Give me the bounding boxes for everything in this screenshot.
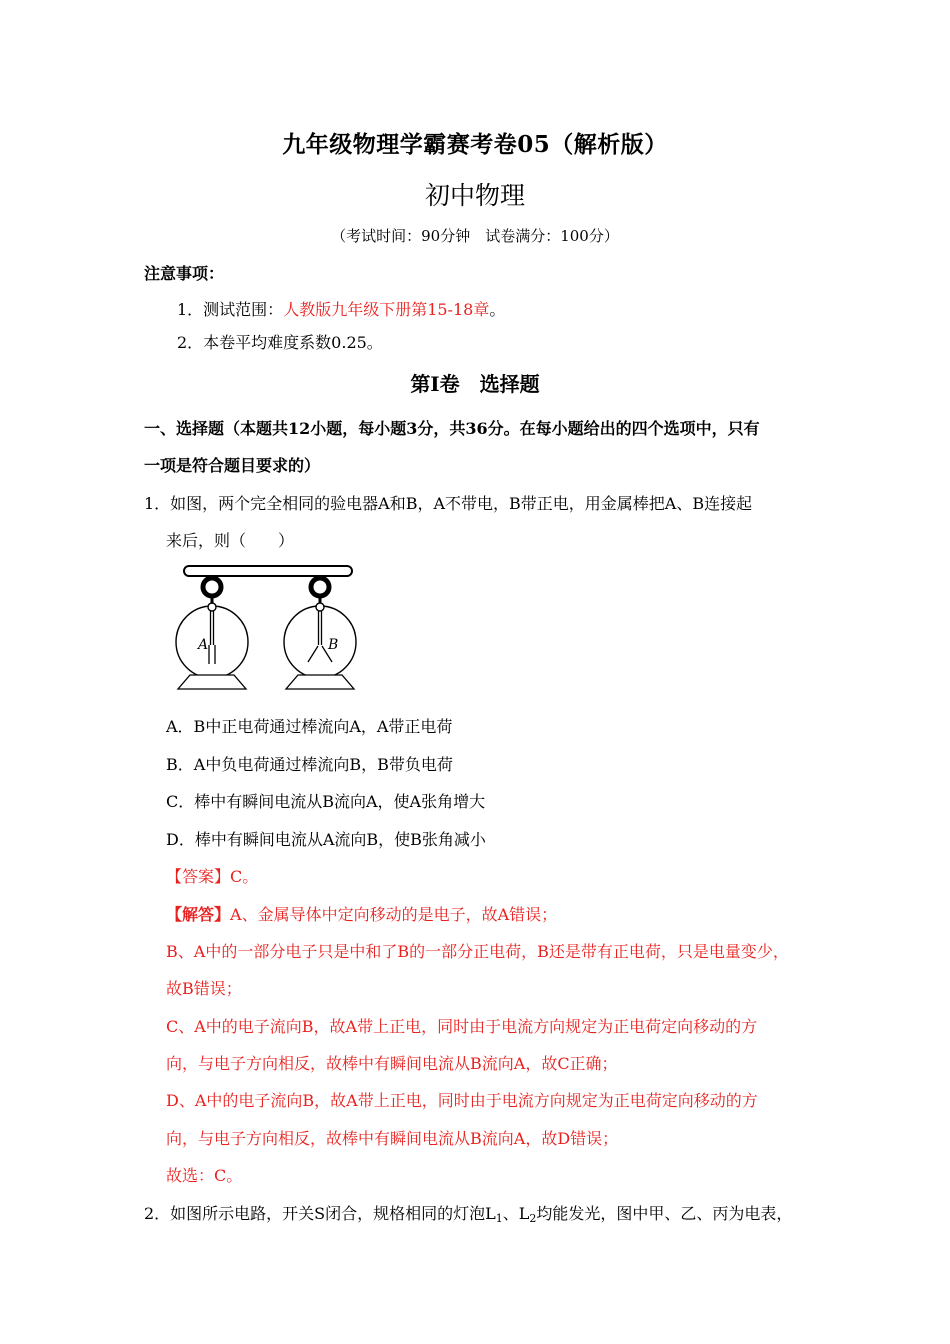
metal-rod (184, 566, 352, 576)
q2-stem-part: 均能发光，图中甲、乙、丙为电表， (536, 1204, 793, 1223)
notes-item-1-prefix: 1．测试范围： (177, 300, 284, 319)
electroscope-figure (172, 562, 362, 697)
q2-stem-part: 、L (502, 1204, 530, 1223)
label-a: A (198, 637, 209, 653)
section-instructions-line-2: 一项是符合题目要求的） (144, 456, 321, 475)
q1-option-c: C．棒中有瞬间电流从B流向A，使A张角增大 (166, 792, 486, 811)
q2-stem (144, 1201, 792, 1225)
q1-option-b: B．A中负电荷通过棒流向B，B带负电荷 (166, 755, 453, 774)
q1-analysis-first (166, 902, 557, 925)
notes-heading: 注意事项： (144, 264, 225, 283)
q1-stem-line-1: 1．如图，两个完全相同的验电器A和B，A不带电，B带正电，用金属棒把A、B连接起 (144, 494, 753, 513)
q2-stem-part: 2．如图所示电路，开关S闭合，规格相同的灯泡L (144, 1204, 496, 1223)
q1-answer: 【答案】C。 (166, 867, 259, 886)
test-scope: 人教版九年级下册第15-18章 (283, 300, 490, 319)
electroscope-a (176, 578, 248, 689)
q1-analysis-line: D、A中的电子流向B，故A带上正电，同时由于电流方向规定为正电荷定向移动的方 (166, 1091, 758, 1110)
q1-analysis-line: 向，与电子方向相反，故棒中有瞬间电流从B流向A，故D错误； (166, 1129, 619, 1148)
analysis-text: A、金属导体中定向移动的是电子，故A错误； (230, 905, 558, 924)
analysis-label: 【解答】 (166, 905, 231, 924)
exam-info: （考试时间：90分钟 试卷满分：100分） (331, 227, 619, 245)
notes-item-1-suffix: 。 (489, 300, 506, 319)
q1-analysis-line: 故B错误； (166, 979, 242, 998)
q1-analysis-line: B、A中的一部分电子只是中和了B的一部分正电荷，B还是带有正电荷，只是电量变少， (166, 942, 789, 961)
label-b: B (328, 637, 339, 653)
q1-option-d: D．棒中有瞬间电流从A流向B，使B张角减小 (166, 830, 486, 849)
notes-item-2: 2．本卷平均难度系数0.25。 (177, 333, 383, 352)
notes-item-1 (177, 297, 505, 320)
q2-subscript: 2 (529, 1212, 537, 1225)
q1-conclusion: 故选：C。 (166, 1166, 243, 1185)
q2-subscript: 1 (495, 1212, 503, 1225)
section-instructions-line-1: 一、选择题（本题共12小题，每小题3分，共36分。在每小题给出的四个选项中，只有 (144, 419, 760, 438)
q1-stem-line-2: 来后，则（ ） (166, 531, 295, 550)
paper-title: 九年级物理学霸赛考卷05（解析版） (282, 131, 668, 158)
electroscope-b (284, 578, 356, 689)
q1-option-a: A．B中正电荷通过棒流向A，A带正电荷 (166, 717, 453, 736)
section-title: 第Ⅰ卷 选择题 (410, 372, 540, 396)
q1-analysis-line: 向，与电子方向相反，故棒中有瞬间电流从B流向A，故C正确； (166, 1054, 618, 1073)
paper-subtitle: 初中物理 (424, 181, 525, 210)
q1-analysis-line: C、A中的电子流向B，故A带上正电，同时由于电流方向规定为正电荷定向移动的方 (166, 1017, 758, 1036)
